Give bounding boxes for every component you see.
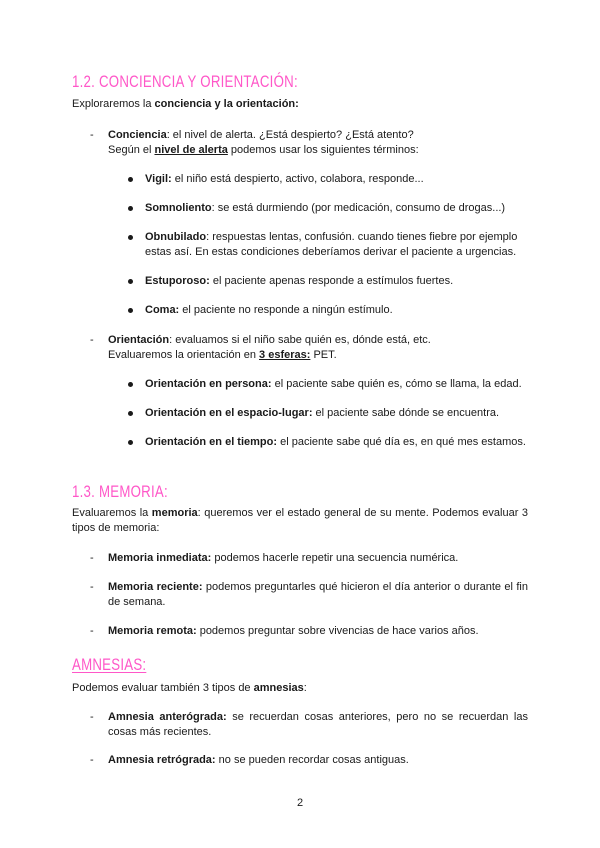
list-item-orientacion-persona: Orientación en persona: el paciente sabe quién es, cómo se llama, la edad. xyxy=(145,377,528,392)
list-item-memoria-reciente: - Memoria reciente: podemos preguntarles qué hicieron el día anterior o durante el fin de semana. xyxy=(90,581,528,608)
intro-memoria: Evaluaremos la memoria: queremos ver el estado general de su mente. Podemos evaluar 3 tipos de memoria: xyxy=(72,507,528,534)
list-item-obnubilado: Obnubilado: respuestas lentas, confusión. cuando tienes fiebre por ejemplo estas así. En estas condiciones deberíamos derivar el paciente a urgencias. xyxy=(145,230,528,260)
list-item-memoria-inmediata: - Memoria inmediata: podemos hacerle repetir una secuencia numérica. xyxy=(90,552,459,564)
list-item-orientacion-espacio: Orientación en el espacio-lugar: el paciente sabe dónde se encuentra. xyxy=(145,406,528,421)
dash-marker: - xyxy=(90,552,94,564)
list-item-coma: Coma: el paciente no responde a ningún estímulo. xyxy=(145,303,528,318)
list-item-memoria-remota: - Memoria remota: podemos preguntar sobre vivencias de hace varios años. xyxy=(90,625,479,637)
dash-marker: - xyxy=(90,334,94,346)
section-heading-conciencia: 1.2. CONCIENCIA Y ORIENTACIÓN: xyxy=(72,72,298,91)
bullet-marker xyxy=(128,411,133,416)
bullet-marker xyxy=(128,235,133,240)
list-item-somnoliento: Somnoliento: se está durmiendo (por medicación, consumo de drogas...) xyxy=(145,201,528,216)
list-item-orientacion: - Orientación: evaluamos si el niño sabe quién es, dónde está, etc. Evaluaremos la orientación en 3 esferas: PET. xyxy=(90,334,431,361)
list-item-vigil: Vigil: el niño está despierto, activo, colabora, responde... xyxy=(145,172,528,187)
list-item-amnesia-retrograda: - Amnesia retrógrada: no se pueden recordar cosas antiguas. xyxy=(90,754,409,766)
bullet-marker xyxy=(128,440,133,445)
bullet-marker xyxy=(128,382,133,387)
dash-marker: - xyxy=(90,581,94,593)
section-heading-memoria: 1.3. MEMORIA: xyxy=(72,482,168,501)
dash-marker: - xyxy=(90,129,94,141)
dash-marker: - xyxy=(90,625,94,637)
list-item-amnesia-anterograda: - Amnesia anterógrada: se recuerdan cosas anteriores, pero no se recuerdan las cosas más recientes. xyxy=(90,711,528,738)
intro-amnesias: Podemos evaluar también 3 tipos de amnesias: xyxy=(72,682,307,694)
dash-marker: - xyxy=(90,754,94,766)
list-item-conciencia: - Conciencia: el nivel de alerta. ¿Está despierto? ¿Está atento? Según el nivel de alerta podemos usar los siguientes términos: xyxy=(90,129,419,156)
list-item-orientacion-tiempo: Orientación en el tiempo: el paciente sabe qué día es, en qué mes estamos. xyxy=(145,435,528,450)
section-heading-amnesias: AMNESIAS: xyxy=(72,655,147,674)
bullet-marker xyxy=(128,206,133,211)
bullet-marker xyxy=(128,279,133,284)
bullet-marker xyxy=(128,177,133,182)
dash-marker: - xyxy=(90,711,94,723)
bullet-marker xyxy=(128,308,133,313)
list-item-estuporoso: Estuporoso: el paciente apenas responde a estímulos fuertes. xyxy=(145,274,528,289)
page-number: 2 xyxy=(296,797,304,809)
intro-conciencia: Exploraremos la conciencia y la orientación: xyxy=(72,98,299,110)
